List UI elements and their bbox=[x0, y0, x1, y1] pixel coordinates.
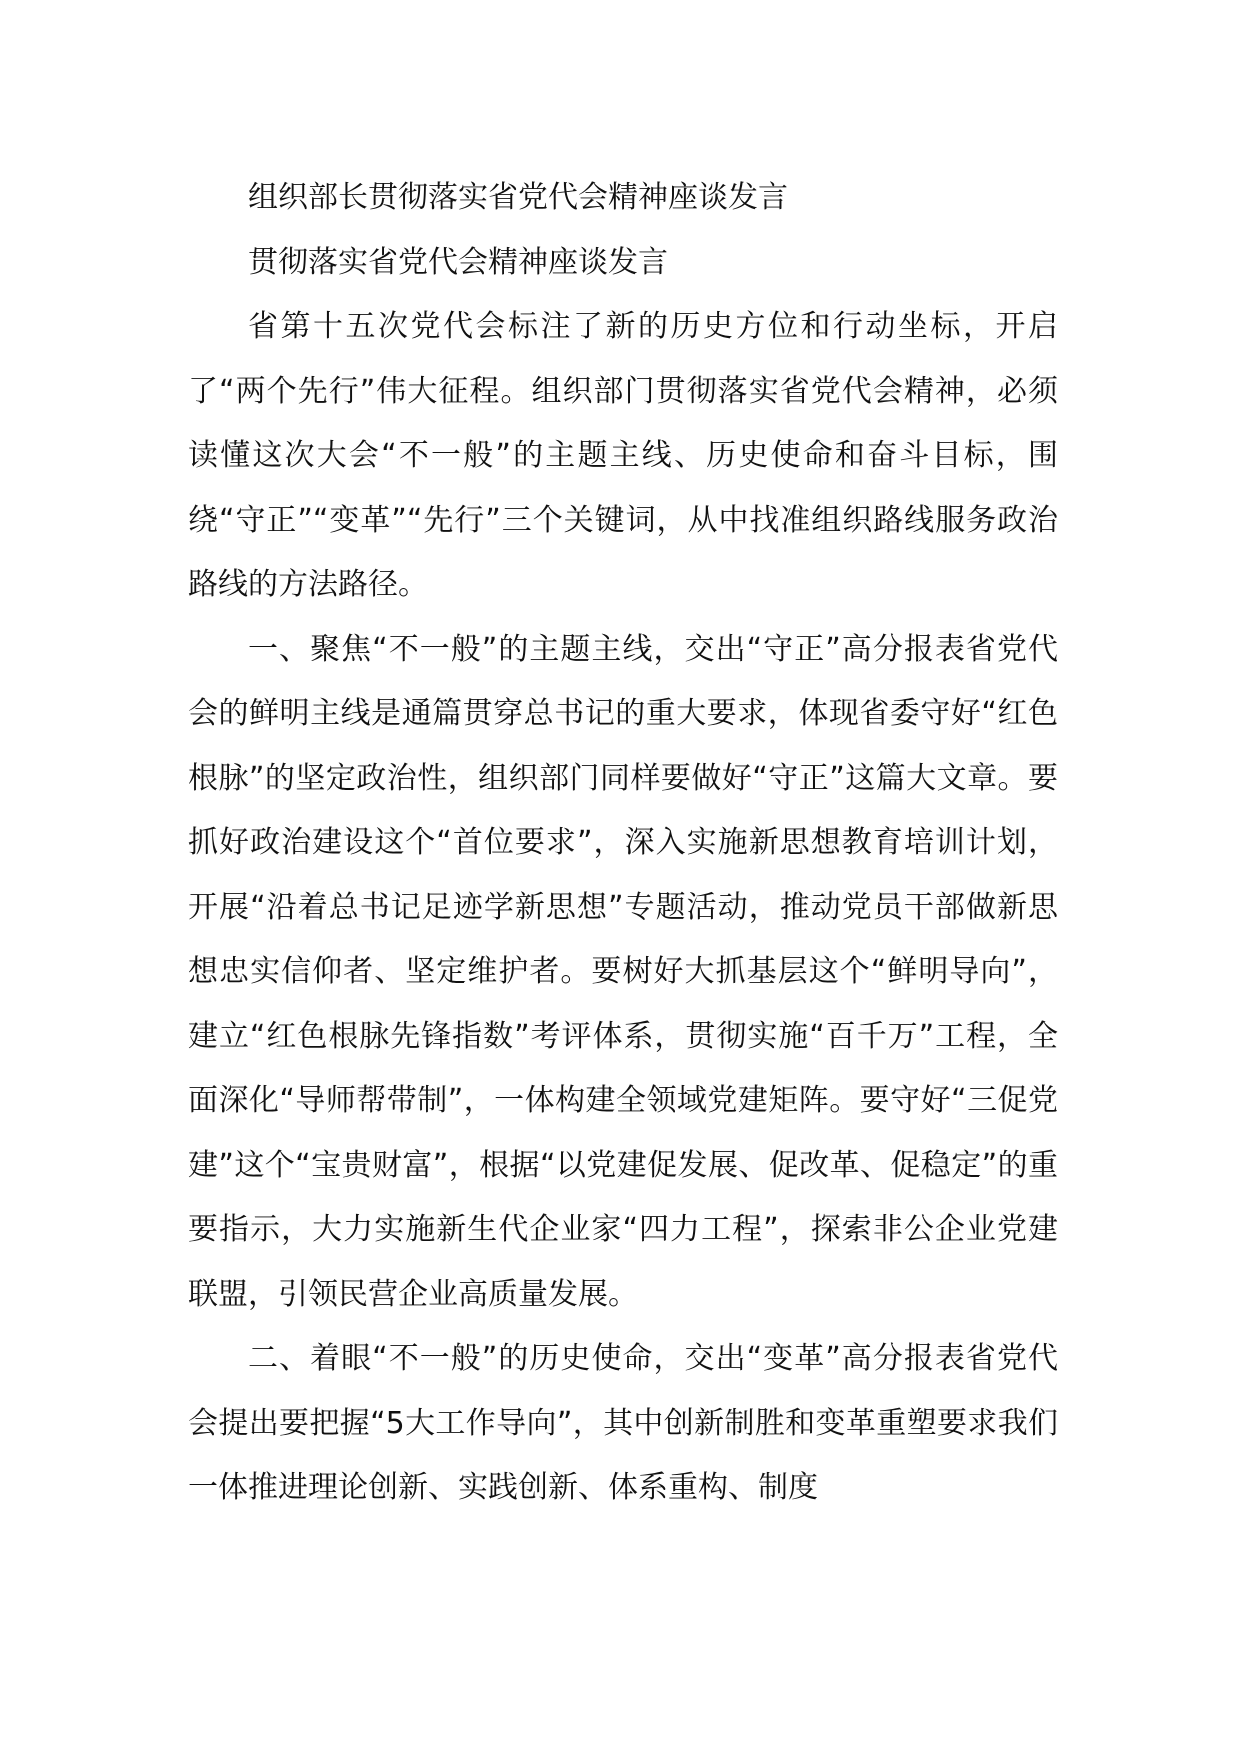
document-body bbox=[188, 166, 1058, 1521]
paragraph-section-two: 二、着眼“不一般”的历史使命，交出“变革”高分报表省党代会提出要把握“5大工作导向”，其中创新制胜和变革重塑要求我们一体推进理论创新、实践创新、体系重构、制度 bbox=[188, 1341, 1058, 1505]
paragraph-intro: 省第十五次党代会标注了新的历史方位和行动坐标，开启了“两个先行”伟大征程。组织部门贯彻落实省党代会精神，必须读懂这次大会“不一般”的主题主线、历史使命和奋斗目标，围绕“守正”“变革”“先行”三个关键词，从中找准组织路线服务政治路线的方法路径。 bbox=[188, 309, 1058, 602]
document-subtitle: 贯彻落实省党代会精神座谈发言 bbox=[248, 244, 668, 280]
paragraph-section-one: 一、聚焦“不一般”的主题主线，交出“守正”高分报表省党代会的鲜明主线是通篇贯穿总书记的重大要求，体现省委守好“红色根脉”的坚定政治性，组织部门同样要做好“守正”这篇大文章。要抓好政治建设这个“首位要求”，深入实施新思想教育培训计划，开展“沿着总书记足迹学新思想”专题活动，推动党员干部做新思想忠实信仰者、坚定维护者。要树好大抓基层这个“鲜明导向”，建立“红色根脉先锋指数”考评体系，贯彻实施“百千万”工程，全面深化“导师帮带制”，一体构建全领域党建矩阵。要守好“三促党建”这个“宝贵财富”，根据“以党建促发展、促改革、促稳定”的重要指示，大力实施新生代企业家“四力工程”，探索非公企业党建联盟，引领民营企业高质量发展。 bbox=[188, 631, 1058, 1312]
document-title: 组织部长贯彻落实省党代会精神座谈发言 bbox=[248, 180, 788, 215]
